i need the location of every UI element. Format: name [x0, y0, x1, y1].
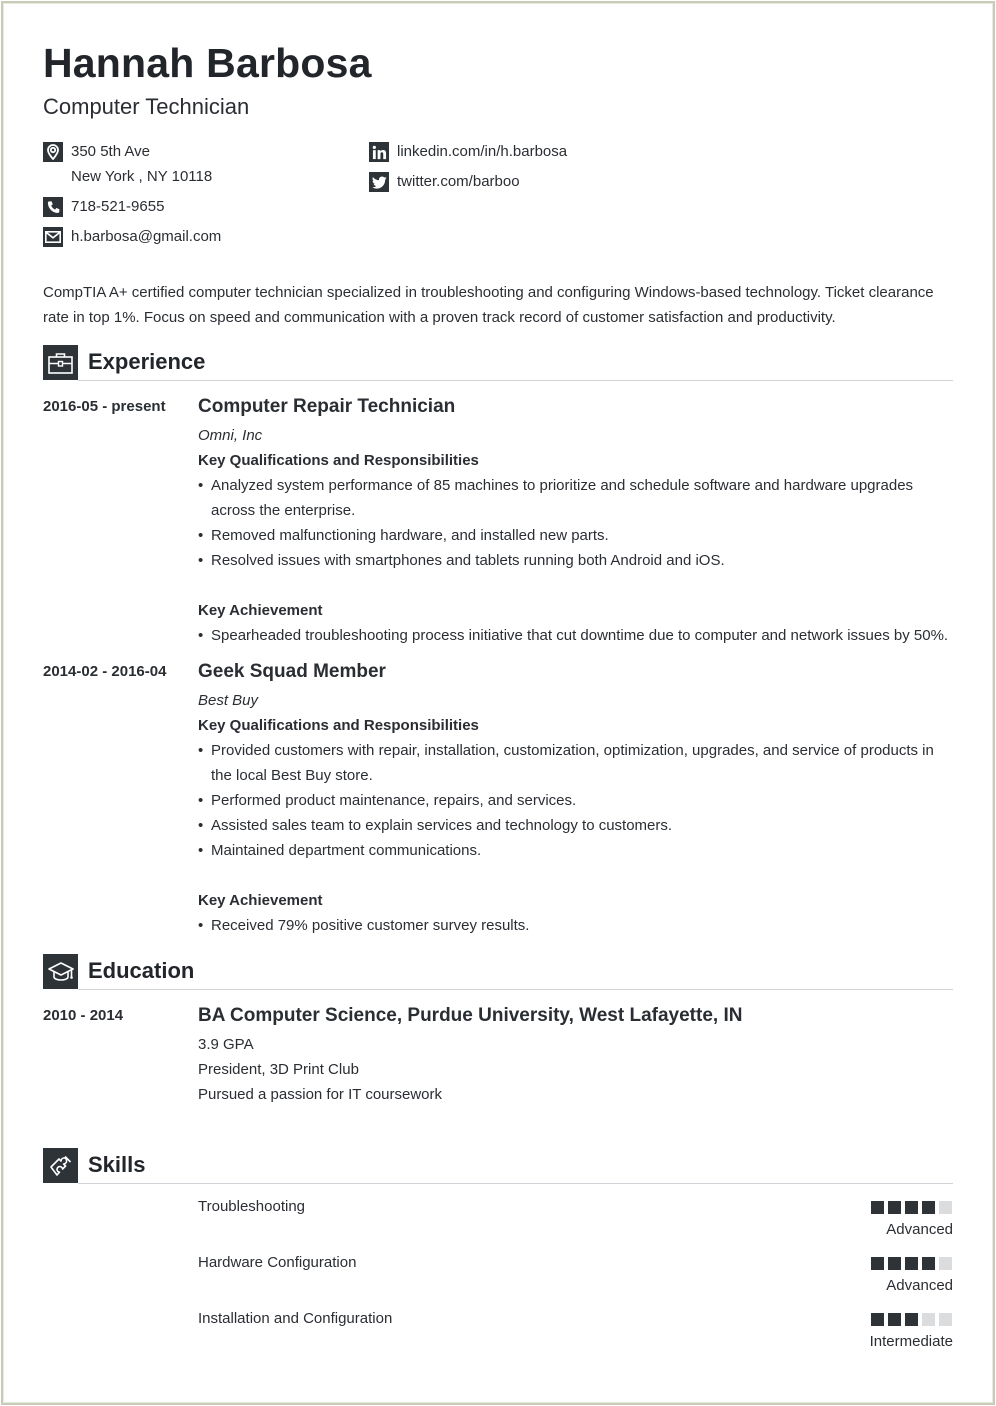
list-item: • Performed product maintenance, repairs, and services. [198, 788, 943, 813]
list-item: • Received 79% positive customer survey results. [198, 913, 943, 938]
responsibilities-list [198, 473, 943, 573]
education-detail: President, 3D Print Club [198, 1061, 359, 1078]
graduation-cap-icon [43, 954, 78, 989]
education-detail: 3.9 GPA [198, 1036, 254, 1053]
responsibilities-list [198, 738, 943, 863]
job-company: Best Buy [198, 692, 259, 709]
list-item: • Provided customers with repair, installation, customization, optimization, upgrades, and service of products in the local Best Buy store. [198, 738, 943, 788]
rating-square-filled [905, 1257, 918, 1270]
skill-rating [871, 1201, 952, 1214]
list-item: • Maintained department communications. [198, 838, 943, 863]
address-line-1: 350 5th Ave [71, 143, 150, 160]
job-role: Geek Squad Member [198, 661, 386, 682]
education-divider [78, 989, 953, 990]
rating-square-empty [939, 1313, 952, 1326]
skill-level: Intermediate [869, 1333, 953, 1350]
skills-divider [78, 1183, 953, 1184]
rating-square-filled [905, 1201, 918, 1214]
email-icon [43, 227, 63, 247]
education-heading: Education [88, 958, 195, 983]
rating-square-empty [939, 1201, 952, 1214]
rating-square-filled [888, 1201, 901, 1214]
email-address[interactable]: h.barbosa@gmail.com [71, 228, 222, 245]
phone-number[interactable]: 718-521-9655 [71, 198, 165, 215]
list-item: • Removed malfunctioning hardware, and installed new parts. [198, 523, 943, 548]
linkedin-link[interactable]: linkedin.com/in/h.barbosa [397, 143, 568, 160]
skill-rating [871, 1257, 952, 1270]
list-item: • Analyzed system performance of 85 machines to prioritize and schedule software and hardware upgrades across the enterprise. [198, 473, 943, 523]
skill-rating [871, 1313, 952, 1326]
rating-square-filled [888, 1257, 901, 1270]
education-dates: 2010 - 2014 [43, 1007, 124, 1024]
list-item: • Resolved issues with smartphones and tablets running both Android and iOS. [198, 548, 943, 573]
skill-name: Installation and Configuration [198, 1310, 393, 1327]
education-detail: Pursued a passion for IT coursework [198, 1086, 443, 1103]
rating-square-filled [871, 1257, 884, 1270]
phone-icon [43, 197, 63, 217]
rating-square-filled [905, 1313, 918, 1326]
rating-square-empty [939, 1257, 952, 1270]
experience-heading: Experience [88, 349, 206, 374]
rating-square-empty [922, 1313, 935, 1326]
rating-square-filled [888, 1313, 901, 1326]
achievement-heading: Key Achievement [198, 602, 323, 619]
rating-square-filled [871, 1201, 884, 1214]
skills-heading: Skills [88, 1152, 146, 1177]
list-item: • Spearheaded troubleshooting process initiative that cut downtime due to computer and network issues by 50%. [198, 623, 953, 648]
degree-title: BA Computer Science, Purdue University, West Lafayette, IN [198, 1005, 743, 1026]
achievements-list [198, 623, 953, 648]
experience-divider [78, 380, 953, 381]
skill-name: Hardware Configuration [198, 1254, 357, 1271]
candidate-name: Hannah Barbosa [43, 40, 372, 86]
skill-level: Advanced [886, 1277, 953, 1294]
achievement-heading: Key Achievement [198, 892, 323, 909]
responsibilities-heading: Key Qualifications and Responsibilities [198, 717, 479, 734]
rating-square-filled [871, 1313, 884, 1326]
job-company: Omni, Inc [198, 427, 263, 444]
job-role: Computer Repair Technician [198, 396, 456, 417]
linkedin-icon [369, 142, 389, 162]
achievements-list [198, 913, 943, 938]
puzzle-piece-icon [43, 1148, 78, 1183]
location-pin-icon [43, 142, 63, 162]
candidate-title: Computer Technician [43, 94, 250, 119]
professional-summary: CompTIA A+ certified computer technician specialized in troubleshooting and configuring Windows-based technology. Ticket clearance rate in top 1%. Focus on speed and communication with a proven track record of customer satisfaction and productivity. [43, 284, 934, 326]
rating-square-filled [922, 1201, 935, 1214]
skill-name: Troubleshooting [198, 1198, 306, 1215]
twitter-icon [369, 172, 389, 192]
address-line-2: New York , NY 10118 [71, 168, 213, 185]
list-item: • Assisted sales team to explain services and technology to customers. [198, 813, 943, 838]
rating-square-filled [922, 1257, 935, 1270]
skill-level: Advanced [886, 1221, 953, 1238]
twitter-link[interactable]: twitter.com/barboo [397, 173, 520, 190]
briefcase-icon [43, 345, 78, 380]
job-dates: 2016-05 - present [43, 398, 166, 415]
job-dates: 2014-02 - 2016-04 [43, 663, 167, 680]
responsibilities-heading: Key Qualifications and Responsibilities [198, 452, 479, 469]
